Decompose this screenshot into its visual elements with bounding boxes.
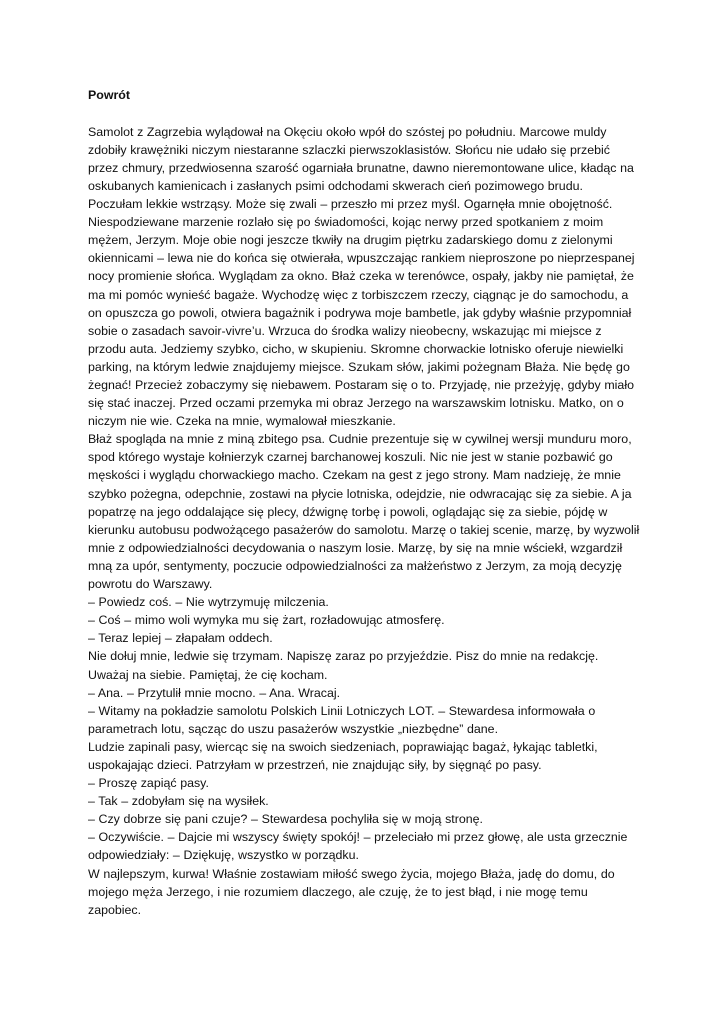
paragraph: Nie dołuj mnie, ledwie się trzymam. Napiszę zaraz po przyjeździe. Pisz do mnie na redakcję. Uważaj na siebie. Pamiętaj, że cię kocham.	[88, 649, 599, 682]
paragraph: W najlepszym, kurwa! Właśnie zostawiam miłość swego życia, mojego Błaża, jadę do domu, do mojego męża Jerzego, i nie rozumiem dlaczego, ale czuję, że to jest błąd, i nie mogę temu zapobiec.	[88, 866, 615, 917]
paragraph: – Proszę zapiąć pasy.	[88, 776, 209, 791]
paragraph: – Oczywiście. – Dajcie mi wszyscy święty spokój! – przeleciało mi przez głowę, ale usta grzecznie odpowiedziały: – Dziękuję, wszystko w porządku.	[88, 830, 628, 863]
paragraph: – Teraz lepiej – złapałam oddech.	[88, 631, 273, 646]
paragraph: – Tak – zdobyłam się na wysiłek.	[88, 794, 269, 809]
document-title: Powrót	[88, 88, 130, 102]
document-body	[88, 86, 640, 919]
paragraph: – Czy dobrze się pani czuje? – Stewardesa pochyliła się w moją stronę.	[88, 812, 483, 827]
paragraph: – Coś – mimo woli wymyka mu się żart, rozładowując atmosferę.	[88, 613, 445, 628]
paragraph: – Witamy na pokładzie samolotu Polskich Linii Lotniczych LOT. – Stewardesa informowała o parametrach lotu, sącząc do uszu pasażerów wszystkie „niezbędne” dane.	[88, 703, 596, 736]
paragraph: Błaż spogląda na mnie z miną zbitego psa. Cudnie prezentuje się w cywilnej wersji munduru moro, spod którego wystaje kołnierzyk czarnej barchanowej koszuli. Nic nie jest w stanie pozbawić go męskości i wyglądu chorwackiego macho. Czekam na gest z jego strony. Mam nadzieję, że mnie szybko pożegna, odepchnie, zostawi na płycie lotniska, odejdzie, nie odwracając się za siebie. A ja popatrzę na jego oddalające się plecy, dźwignę torbę i powoli, oglądając się za siebie, pójdę w kierunku autobusu podwożącego pasażerów do samolotu. Marzę o takiej scenie, marzę, by wyzwolił mnie z odpowiedzialności decydowania o naszym losie. Marzę, by się na mnie wściekł, wzgardził mną za upór, sentymenty, poczucie odpowiedzialności za małżeństwo z Jerzym, za moją decyzję powrotu do Warszawy.	[88, 432, 640, 592]
paragraph: Ludzie zapinali pasy, wiercąc się na swoich siedzeniach, poprawiając bagaż, łykając tabletki, uspokajając dzieci. Patrzyłam w przestrzeń, nie znajdując siły, by sięgnąć po pasy.	[88, 739, 598, 772]
paragraph: – Ana. – Przytulił mnie mocno. – Ana. Wracaj.	[88, 685, 341, 700]
title-spacer	[88, 104, 640, 123]
paragraph: – Powiedz coś. – Nie wytrzymuję milczenia.	[88, 595, 329, 610]
paragraph: Samolot z Zagrzebia wylądował na Okęciu około wpół do szóstej po południu. Marcowe muldy zdobiły krawężniki niczym niestaranne szlaczki pierwszoklasistów. Słońcu nie udało się przebić przez chmury, przedwiosenna szarość ogarniała brunatne, dawno nieremontowane ulice, kładąc na oskubanych kamienicach i zasłanych psimi odchodami skwerach cień pozimowego brudu. Poczułam lekkie wstrząsy. Może się zwali – przeszło mi przez myśl. Ogarnęła mnie obojętność. Niespodziewane marzenie rozlało się po świadomości, kojąc nerwy przed spotkaniem z moim mężem, Jerzym. Moje obie nogi jeszcze tkwiły na drugim piętrku zadarskiego domu z zielonymi okiennicami – lewa nie do końca się otwierała, wpuszczając rankiem nieproszone po nieprzespanej nocy promienie słońca. Wyglądam za okno. Błaż czeka w terenówce, ospały, jakby nie pamiętał, że ma mi pomóc wynieść bagaże. Wychodzę więc z torbiszczem rzeczy, ciągnąc je do samochodu, a on opuszcza go powoli, otwiera bagażnik i podrywa moje bambetle, jak gdyby właśnie przypomniał sobie o zasadach savoir-vivre’u. Wrzuca do środka walizy nieobecny, wskazując mi miejsce z przodu auta. Jedziemy szybko, cicho, w skupieniu. Skromne chorwackie lotnisko oferuje niewielki parking, na którym ledwie znajdujemy miejsce. Szukam słów, jakimi pożegnam Błaża. Nie będę go żegnać! Przecież zobaczymy się niebawem. Postaram się o to. Przyjadę, nie przeżyję, gdyby miało się stać inaczej. Przed oczami przemyka mi obraz Jerzego na warszawskim lotnisku. Matko, on o niczym nie wie. Czeka na mnie, wymalował mieszkanie.	[88, 124, 635, 429]
